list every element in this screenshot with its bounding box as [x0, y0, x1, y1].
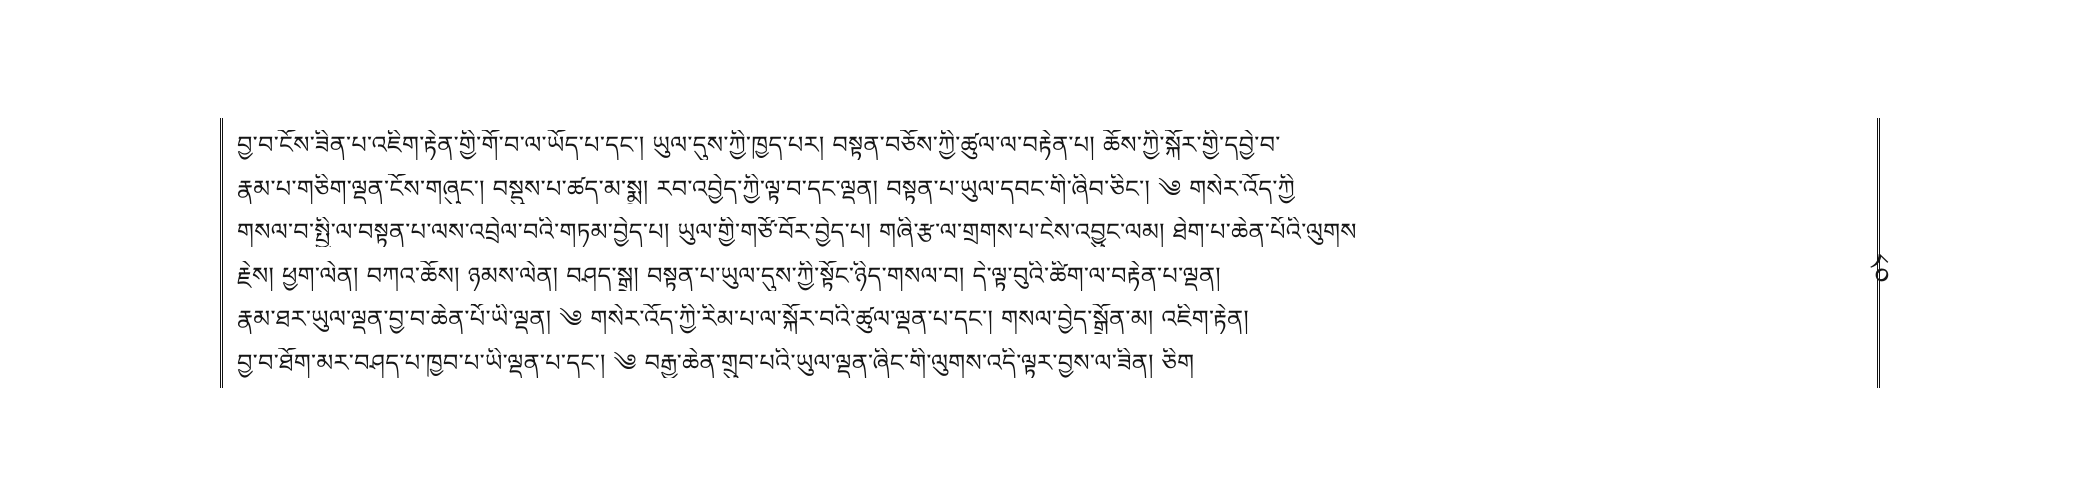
- text-line: རྗེས། ཕྱག་ལེན། བཀའ་ཆོས། ཉམས་ལེན། བཤད་སྒྲ། བསྟན་པ་ཡུལ་དུས་ཀྱི་སྟོང་ཉིད་གསལ་བ། དེ་ལྟ་བུའི་ཚིག་ལ་བརྟེན་པ་ལྡན།: [237, 261, 1221, 290]
- text-frame: [220, 118, 1880, 388]
- text-line: གསལ་བ་སྤྱི་ལ་བསྟན་པ་ལས་འབྲེལ་བའི་གཏམ་བྱེད་པ། ཡུལ་གྱི་གཙོ་བོར་བྱེད་པ། གཞི་རྩ་ལ་གྲགས་པ་ངེས་འབྱུང་ལམ། ཐེག་པ་ཆེན་པོའི་ལུགས: [237, 218, 1357, 247]
- text-line: རྣམ་ཐར་ཡུལ་ལྡན་བྱ་བ་ཆེན་པོ་ཡི་ལྡན། ༄ གསེར་འོད་ཀྱི་རིམ་པ་ལ་སྐོར་བའི་ཚུལ་ལྡན་པ་དང་། གསལ་བྱེད་སྒྲོན་མ། འཇིག་རྟེན།: [237, 305, 1249, 334]
- text-line: བྱ་བ་ཐོག་མར་བཤད་པ་ཁྱབ་པ་ཡི་ལྡན་པ་དང་། ༄ བརྒྱ་ཆེན་གྲུབ་པའི་ཡུལ་ལྡན་ཞིང་གི་ལུགས་འདི་ལྟར་བྱས་ལ་ཟིན། ཅིག: [237, 348, 1195, 377]
- text-line: རྣམ་པ་གཅིག་ལྡན་ངོས་གཞུང་། བསྡུས་པ་ཚད་མ་སྨྲ། རབ་འབྱེད་ཀྱི་ལྟ་བ་དང་ལྡན། བསྟན་པ་ཡུལ་དབང་གི་ཞིབ་ཅིང་། ༄ གསེར་འོད་ཀྱི: [237, 174, 1295, 203]
- folio-number: ༨༠: [1862, 253, 1895, 283]
- text-block: [237, 130, 1863, 378]
- text-line: བྱ་བ་ངོས་ཟིན་པ་འཇིག་རྟེན་གྱི་གོ་བ་ལ་ཡོད་པ་དང་། ཡུལ་དུས་ཀྱི་ཁྱད་པར། བསྟན་བཅོས་ཀྱི་ཚུལ་ལ་བརྟེན་པ། ཆོས་ཀྱི་སྐོར་གྱི་དབྱེ་བ་: [237, 131, 1281, 159]
